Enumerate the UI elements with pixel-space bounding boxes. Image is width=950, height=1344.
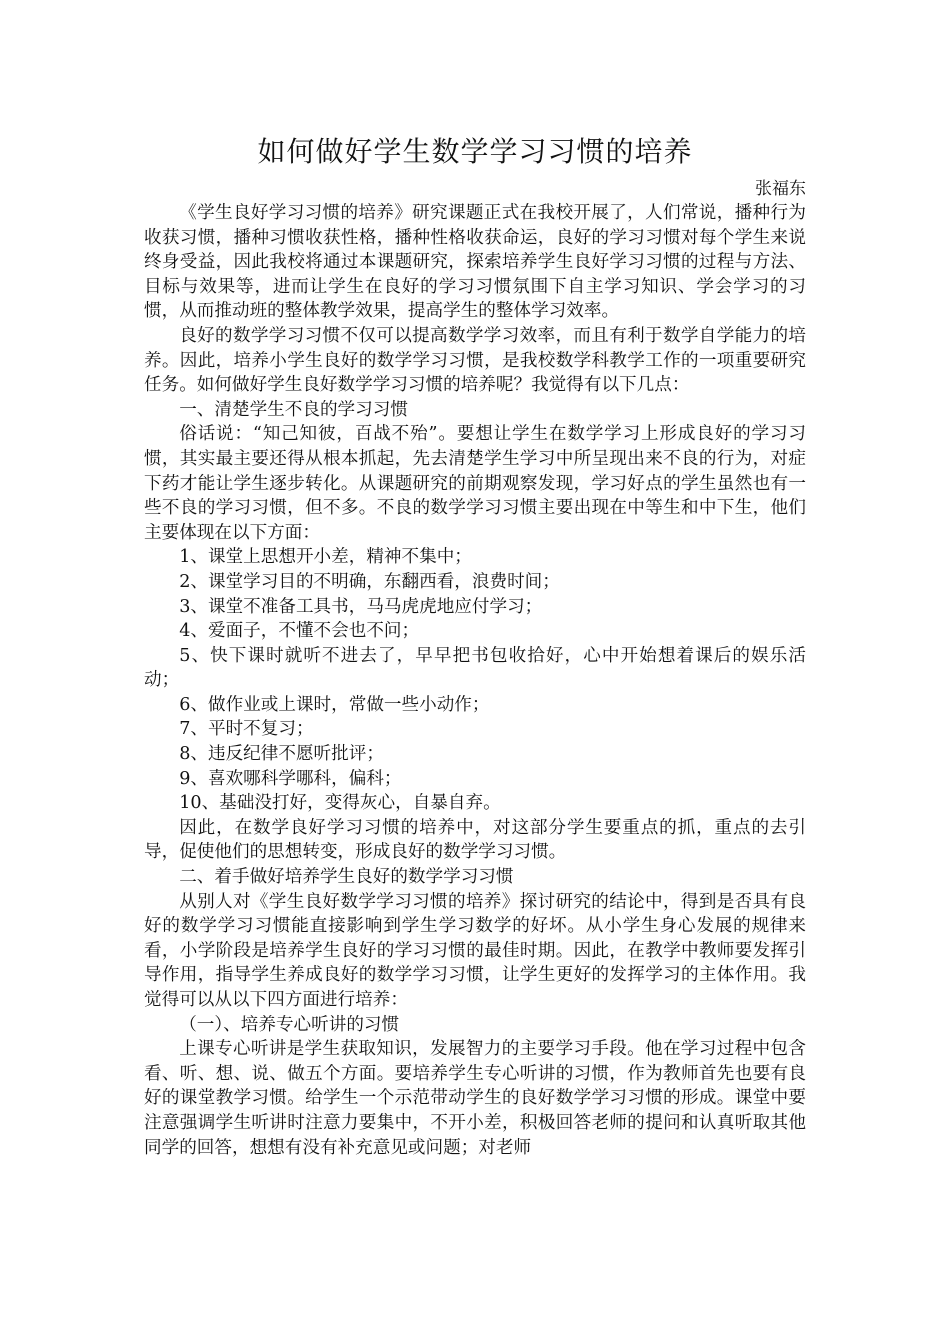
list-item: 6、做作业或上课时，常做一些小动作； — [179, 694, 490, 715]
paragraph-section-1: 俗话说：“知己知彼，百战不殆”。要想让学生在数学学习上形成良好的学习习惯，其实最主要还得从根本抓起，先去清楚学生学习中所呈现出来不良的行为，对症下药才能让学生逐步转化。从课题研究的前期观察发现，学习好点的学生虽然也有一些不良的学习习惯，但不多。不良的数学学习习惯主要出现在中等生和中下生，他们主要体现在以下方面： — [144, 424, 806, 543]
paragraph-purpose: 良好的数学学习习惯不仅可以提高数学学习效率，而且有利于数学自学能力的培养。因此，培养小学生良好的数学学习习惯，是我校数学科教学工作的一项重要研究任务。如何做好学生良好数学学习习惯的培养呢？我觉得有以下几点： — [144, 325, 806, 396]
paragraph-subsection-1: 上课专心听讲是学生获取知识，发展智力的主要学习手段。他在学习过程中包含看、听、想、说、做五个方面。要培养学生专心听讲的习惯，作为教师首先也要有良好的课堂教学习惯。给学生一个示范带动学生的良好数学学习习惯的形成。课堂中要注意强调学生听讲时注意力要集中，不开小差，积极回答老师的提问和认真听取其他同学的回答，想想有没有补充意见或问题；对老师 — [144, 1039, 806, 1158]
list-item: 7、平时不复习； — [179, 719, 314, 740]
list-item: 1、课堂上思想开小差，精神不集中； — [179, 547, 472, 568]
list-item: 9、喜欢哪科学哪科，偏科； — [179, 768, 402, 789]
list-item: 10、基础没打好，变得灰心，自暴自弃。 — [179, 793, 501, 814]
paragraph-intro: 《学生良好学习习惯的培养》研究课题正式在我校开展了，人们常说，播种行为收获习惯，播种习惯收获性格，播种性格收获命运，良好的学习习惯对每个学生来说终身受益，因此我校将通过本课题研究，探索培养学生良好学习习惯的过程与方法、目标与效果等，进而让学生在良好的学习习惯氛围下自主学习知识、学会学习的习惯，从而推动班的整体教学效果，提高学生的整体学习效率。 — [144, 203, 806, 322]
paragraph-section-2: 从别人对《学生良好数学学习习惯的培养》探讨研究的结论中，得到是否具有良好的数学学习习惯能直接影响到学生学习数学的好坏。从小学生身心发展的规律来看，小学阶段是培养学生良好的学习习惯的最佳时期。因此，在教学中教师要发挥引导作用，指导学生养成良好的数学学习习惯，让学生更好的发挥学习的主体作用。我觉得可以从以下四方面进行培养： — [144, 891, 806, 1010]
subsection-heading-1: （一）、培养专心听讲的习惯 — [179, 1014, 400, 1035]
list-item: 5、快下课时就听不进去了，早早把书包收拾好，心中开始想着课后的娱乐活动； — [144, 645, 806, 691]
section-heading-2: 二、着手做好培养学生良好的数学学习习惯 — [179, 867, 514, 888]
paragraph-conclusion-1: 因此，在数学良好学习习惯的培养中，对这部分学生要重点的抓，重点的去引导，促使他们的思想转变，形成良好的数学学习习惯。 — [144, 817, 806, 863]
document-body — [144, 201, 806, 1160]
document-title: 如何做好学生数学学习习惯的培养 — [257, 135, 693, 168]
section-heading-1: 一、清楚学生不良的学习习惯 — [179, 399, 408, 420]
author-name: 张福东 — [755, 179, 806, 199]
list-item: 8、违反纪律不愿听批评； — [179, 744, 384, 765]
list-item: 4、爱面子，不懂不会也不问； — [179, 621, 420, 642]
list-item: 2、课堂学习目的不明确，东翻西看，浪费时间； — [179, 571, 560, 592]
list-item: 3、课堂不准备工具书，马马虎虎地应付学习； — [179, 596, 543, 617]
